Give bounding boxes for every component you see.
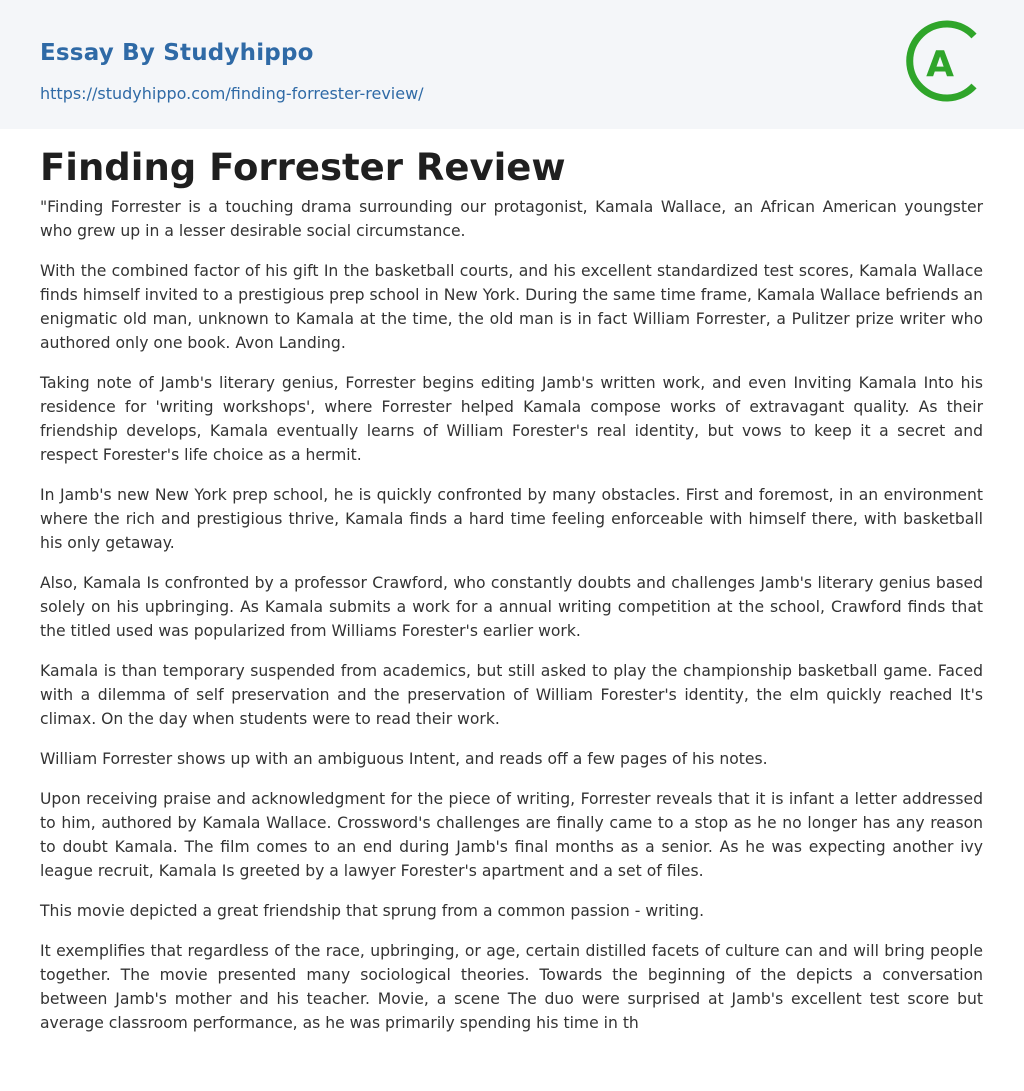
paragraph: This movie depicted a great friendship that sprung from a common passion - writing. (40, 902, 705, 920)
paragraph: Kamala is than temporary suspended from academics, but still asked to play the championship basketball game. Faced with a dilemma of self preservation and the preservation of William Forester's identity, the elm quickly reached It's climax. On the day when students were to read their work. (40, 662, 983, 728)
paragraph: In Jamb's new New York prep school, he is quickly confronted by many obstacles. First and foremost, in an environment where the rich and prestigious thrive, Kamala finds a hard time feeling enforceable with himself there, with basketball his only getaway. (40, 486, 983, 552)
paragraph: It exemplifies that regardless of the race, upbringing, or age, certain distilled facets of culture can and will bring people together. The movie presented many sociological theories. Towards the beginning of the depicts a conversation between Jamb's mother and his teacher. Movie, a scene The duo were surprised at Jamb's excellent test score but average classroom performance, as he was primarily spending his time in th (40, 942, 983, 1032)
site-brand[interactable]: Essay By Studyhippo (40, 40, 314, 66)
site-header (0, 0, 1024, 129)
page-title: Finding Forrester Review (40, 146, 566, 189)
paragraph: Upon receiving praise and acknowledgment for the piece of writing, Forrester reveals that it is infant a letter addressed to him, authored by Kamala Wallace. Crossword's challenges are finally came to a stop as he no longer has any reason to doubt Kamala. The film comes to an end during Jamb's final months as a senior. As he was expecting another ivy league recruit, Kamala Is greeted by a lawyer Forester's apartment and a set of files. (40, 790, 983, 880)
paragraph: Taking note of Jamb's literary genius, Forrester begins editing Jamb's written work, and even Inviting Kamala Into his residence for 'writing workshops', where Forrester helped Kamala compose works of extravagant quality. As their friendship develops, Kamala eventually learns of William Forester's real identity, but vows to keep it a secret and respect Forester's life choice as a hermit. (40, 374, 983, 464)
article-body (40, 195, 983, 1051)
paragraph: William Forrester shows up with an ambiguous Intent, and reads off a few pages of his notes. (40, 750, 768, 768)
logo-letter: A (926, 44, 954, 85)
article-url-link[interactable]: https://studyhippo.com/finding-forrester-review/ (40, 84, 424, 103)
paragraph: "Finding Forrester is a touching drama surrounding our protagonist, Kamala Wallace, an African American youngster who grew up in a lesser desirable social circumstance. (40, 198, 983, 240)
studyhippo-logo-icon[interactable] (904, 18, 990, 104)
paragraph: Also, Kamala Is confronted by a professor Crawford, who constantly doubts and challenges Jamb's literary genius based solely on his upbringing. As Kamala submits a work for a annual writing competition at the school, Crawford finds that the titled used was popularized from Williams Forester's earlier work. (40, 574, 983, 640)
paragraph: With the combined factor of his gift In the basketball courts, and his excellent standardized test scores, Kamala Wallace finds himself invited to a prestigious prep school in New York. During the same time frame, Kamala Wallace befriends an enigmatic old man, unknown to Kamala at the time, the old man is in fact William Forrester, a Pulitzer prize writer who authored only one book. Avon Landing. (40, 262, 983, 352)
